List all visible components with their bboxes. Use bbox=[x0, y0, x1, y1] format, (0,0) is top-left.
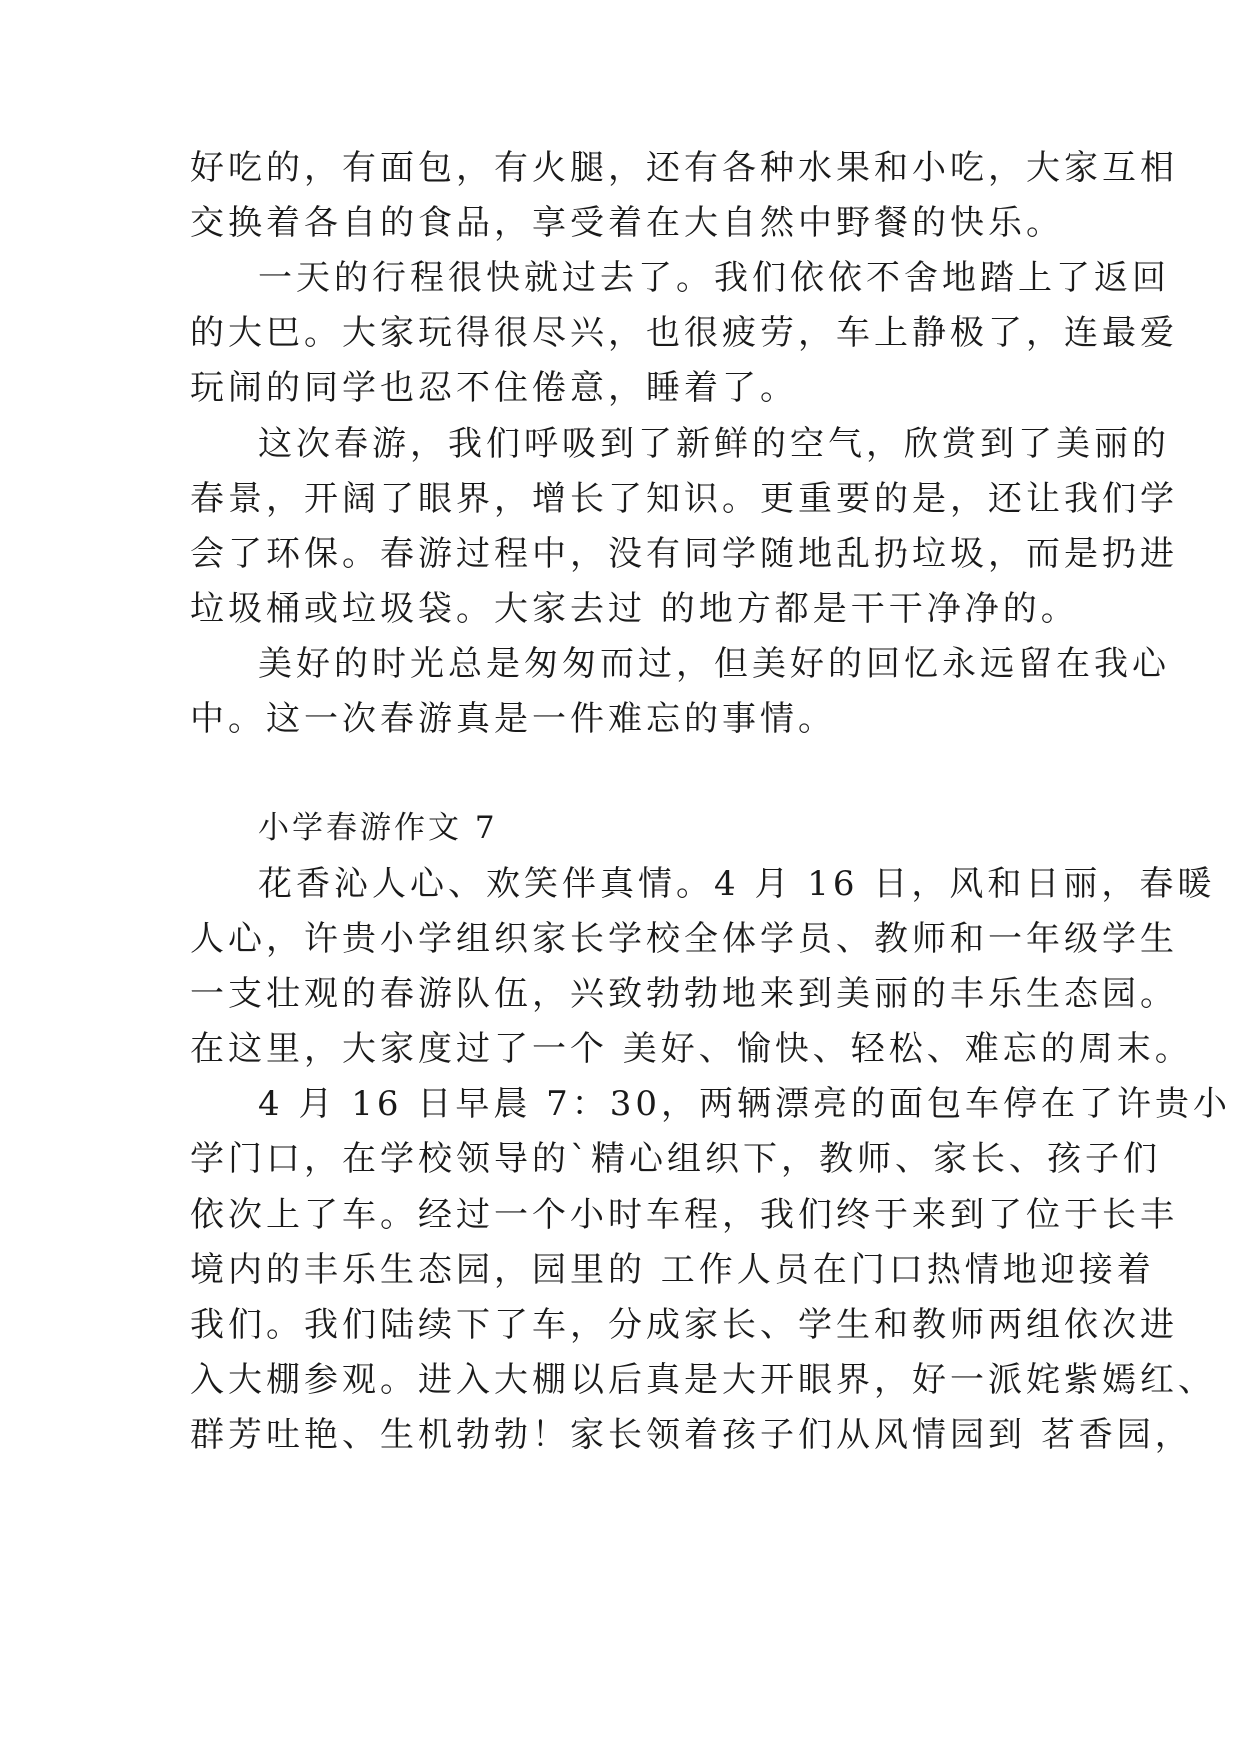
text-line: 人心，许贵小学组织家长学校全体学员、教师和一年级学生 bbox=[190, 919, 1178, 959]
text-line: 群芳吐艳、生机勃勃！家长领着孩子们从风情园到 茗香园， bbox=[190, 1415, 1193, 1455]
paragraph-start-line: 美好的时光总是匆匆而过，但美好的回忆永远留在我心 bbox=[258, 644, 1170, 684]
text-line: 好吃的，有面包，有火腿，还有各种水果和小吃，大家互相 bbox=[190, 148, 1178, 188]
text-line: 的大巴。大家玩得很尽兴，也很疲劳，车上静极了，连最爱 bbox=[190, 313, 1178, 353]
section-heading: 小学春游作文 7 bbox=[258, 810, 498, 846]
paragraph-start-line: 4 月 16 日早晨 7：30，两辆漂亮的面包车停在了许贵小 bbox=[258, 1084, 1232, 1124]
text-line: 垃圾桶或垃圾袋。大家去过 的地方都是干干净净的。 bbox=[190, 589, 1079, 629]
text-line: 在这里，大家度过了一个 美好、愉快、轻松、难忘的周末。 bbox=[190, 1029, 1193, 1069]
text-line: 一支壮观的春游队伍，兴致勃勃地来到美丽的丰乐生态园。 bbox=[190, 974, 1178, 1014]
text-line: 交换着各自的食品，享受着在大自然中野餐的快乐。 bbox=[190, 203, 1064, 243]
text-line: 入大棚参观。进入大棚以后真是大开眼界，好一派姹紫嫣红、 bbox=[190, 1360, 1216, 1400]
text-line: 学门口，在学校领导的`精心组织下，教师、家长、孩子们 bbox=[190, 1139, 1161, 1179]
text-line: 境内的丰乐生态园，园里的 工作人员在门口热情地迎接着 bbox=[190, 1250, 1155, 1290]
paragraph-start-line: 花香沁人心、欢笑伴真情。4 月 16 日，风和日丽，春暖 bbox=[258, 864, 1216, 904]
text-line: 依次上了车。经过一个小时车程，我们终于来到了位于长丰 bbox=[190, 1195, 1178, 1235]
text-line: 玩闹的同学也忍不住倦意，睡着了。 bbox=[190, 368, 798, 408]
text-line: 我们。我们陆续下了车，分成家长、学生和教师两组依次进 bbox=[190, 1305, 1178, 1345]
paragraph-start-line: 这次春游，我们呼吸到了新鲜的空气，欣赏到了美丽的 bbox=[258, 424, 1170, 464]
text-line: 会了环保。春游过程中，没有同学随地乱扔垃圾，而是扔进 bbox=[190, 534, 1178, 574]
text-line: 中。这一次春游真是一件难忘的事情。 bbox=[190, 699, 836, 739]
paragraph-start-line: 一天的行程很快就过去了。我们依依不舍地踏上了返回 bbox=[258, 258, 1170, 298]
text-line: 春景，开阔了眼界，增长了知识。更重要的是，还让我们学 bbox=[190, 479, 1178, 519]
